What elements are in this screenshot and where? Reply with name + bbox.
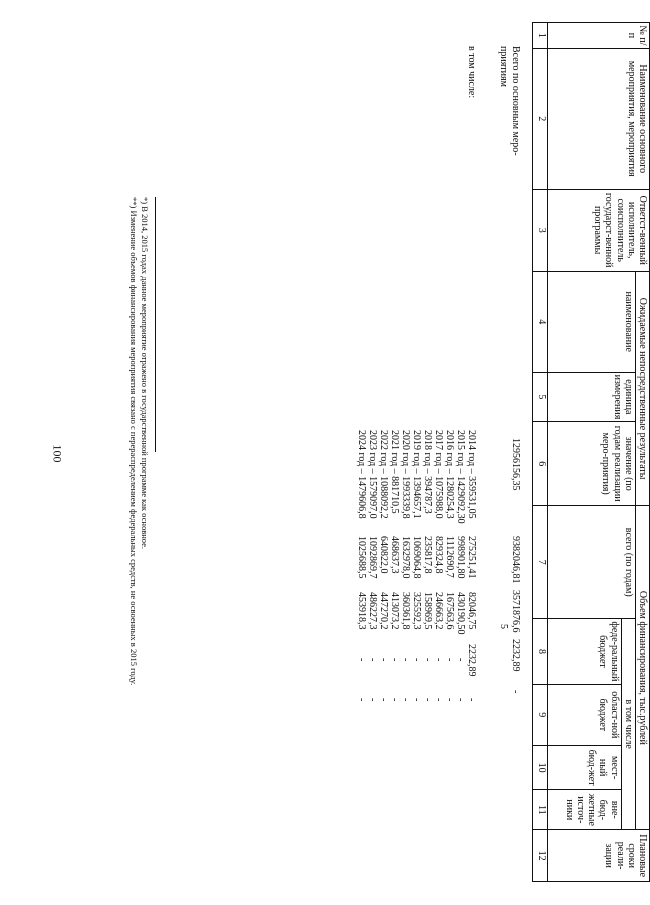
header-expected-results: Ожидаемые непосредственные результаты	[635, 271, 649, 506]
year-total: 2017 год – 1075988,0	[433, 430, 444, 519]
year-regional: 158969,5	[422, 592, 433, 630]
year-total: 2019 год – 1394657,1	[411, 430, 422, 519]
footnote-separator	[155, 197, 156, 452]
year-extrabudget: -	[367, 698, 378, 702]
year-regional: 486227,3	[367, 592, 378, 630]
year-total: 2022 год – 1088092,2	[378, 430, 389, 519]
header-result-unit: единица измерения	[547, 372, 635, 421]
year-extrabudget: -	[356, 698, 367, 702]
year-total: 2016 год – 1280254,3	[444, 430, 455, 519]
year-regional: 413073,2	[389, 592, 400, 630]
table-body	[295, 22, 525, 882]
header-financing: Объем финансирования, тыс.рублей	[635, 506, 649, 830]
rotated-page-content	[90, 22, 650, 882]
year-extrabudget: -	[433, 698, 444, 702]
year-extrabudget: -	[389, 698, 400, 702]
year-local: -	[400, 658, 411, 662]
year-federal: 1069064,8	[411, 536, 422, 579]
total-extrabudget: -	[510, 690, 521, 694]
year-federal: 829324,8	[433, 536, 444, 574]
col-number: 2	[532, 48, 547, 189]
year-total: 2018 год – 394787,3	[422, 430, 433, 514]
year-extrabudget: -	[400, 698, 411, 702]
year-federal: 275251,41	[466, 536, 477, 579]
col-number: 10	[532, 745, 547, 790]
year-local: 2232,89	[466, 644, 477, 677]
header-total: всего (по годам)	[547, 506, 635, 619]
header-including: в том числе	[621, 619, 635, 830]
year-extrabudget: -	[422, 698, 433, 702]
year-extrabudget: -	[411, 698, 422, 702]
page-number: 100	[50, 444, 65, 463]
header-responsible: Ответст-венный исполнитель, соисполнитель государст-венной программы	[547, 189, 649, 271]
year-federal: 235817,8	[422, 536, 433, 574]
col-number: 1	[532, 23, 547, 49]
col-number: 12	[532, 830, 547, 882]
col-number: 9	[532, 684, 547, 745]
footnote-1: *) В 2014, 2015 годах данное мероприятие отражено в государственной программе как основное.	[140, 197, 150, 550]
header-planned-terms: Плановые сроки реали-зации	[547, 830, 649, 882]
header-regional: област-ной бюджет	[547, 684, 621, 745]
year-extrabudget: -	[466, 698, 477, 702]
footnote-2: **) Изменение объемов финансирования мероприятия связано с перераспределением федеральных средств, не освоенных в 2015 году.	[129, 197, 140, 686]
footnotes	[129, 197, 150, 685]
total-federal: 9382046,81	[510, 536, 521, 584]
year-total: 2014 год – 359531,05	[466, 430, 477, 519]
year-regional: 82046,75	[466, 592, 477, 630]
year-regional: 430190,50	[455, 592, 466, 635]
year-total: 2020 год – 1993339,8	[400, 430, 411, 519]
year-federal: 1632978,0	[400, 536, 411, 579]
column-numbers-row	[532, 23, 547, 882]
col-number: 8	[532, 619, 547, 685]
year-regional: 447270,2	[378, 592, 389, 630]
year-local: -	[367, 658, 378, 662]
program-measures-table	[532, 22, 650, 882]
col-number: 4	[532, 271, 547, 372]
year-local: -	[389, 658, 400, 662]
col-number: 3	[532, 189, 547, 271]
total-regional: 3571876,6	[510, 590, 521, 633]
total-label-line2: приятиям	[498, 46, 509, 87]
year-extrabudget: -	[444, 698, 455, 702]
year-local: -	[433, 658, 444, 662]
year-extrabudget: -	[378, 698, 389, 702]
year-local: -	[356, 658, 367, 662]
year-total: 2021 год – 881710,5	[389, 430, 400, 514]
year-total: 2024 год – 1479606,8	[356, 430, 367, 519]
year-extrabudget: -	[455, 698, 466, 702]
year-federal: 1092869,7	[367, 536, 378, 579]
year-local: -	[411, 658, 422, 662]
col-number: 11	[532, 790, 547, 830]
header-name: Наименование основного мероприятия, мероприятия	[547, 48, 649, 189]
year-total: 2015 год – 1429092,30	[455, 430, 466, 524]
year-federal: 998901,80	[455, 536, 466, 579]
regional-column	[356, 592, 477, 635]
total-regional-cont: 5	[498, 624, 509, 629]
total-value: 12956156,35	[510, 438, 521, 491]
col-number: 7	[532, 506, 547, 619]
local-column	[356, 644, 477, 677]
header-result-name: наименование	[547, 271, 635, 372]
year-regional: 246663,2	[433, 592, 444, 630]
year-federal: 468637,3	[389, 536, 400, 574]
year-regional: 360361,8	[400, 592, 411, 630]
year-local: -	[378, 658, 389, 662]
col-number: 5	[532, 372, 547, 421]
year-local: -	[455, 658, 466, 662]
extrabudget-column	[356, 698, 477, 701]
header-local: мест-ный бюд-жет	[547, 745, 621, 790]
including-label: в том числе:	[466, 46, 477, 99]
col-number: 6	[532, 421, 547, 506]
year-federal: 1112690,7	[444, 536, 455, 578]
year-total: 2023 год – 1579097,0	[367, 430, 378, 519]
federal-column	[356, 536, 477, 579]
header-extrabudget: вне-бюд-жетные источ-ники	[547, 790, 621, 830]
header-federal: феде-ральный бюджет	[547, 619, 621, 685]
year-regional: 167563,6	[444, 592, 455, 630]
year-local: -	[422, 658, 433, 662]
total-label-line1: Всего по основным меро-	[510, 46, 521, 156]
year-federal: 1025688,5	[356, 536, 367, 579]
years-column	[356, 430, 477, 524]
year-regional: 325592,3	[411, 592, 422, 630]
year-federal: 640822,0	[378, 536, 389, 574]
total-local: 2232,89	[510, 639, 521, 672]
year-local: -	[444, 658, 455, 662]
header-num: № п/п	[547, 23, 649, 49]
header-result-value: значение (по годам реализации меро-приятия)	[547, 421, 635, 506]
year-regional: 453918,3	[356, 592, 367, 630]
